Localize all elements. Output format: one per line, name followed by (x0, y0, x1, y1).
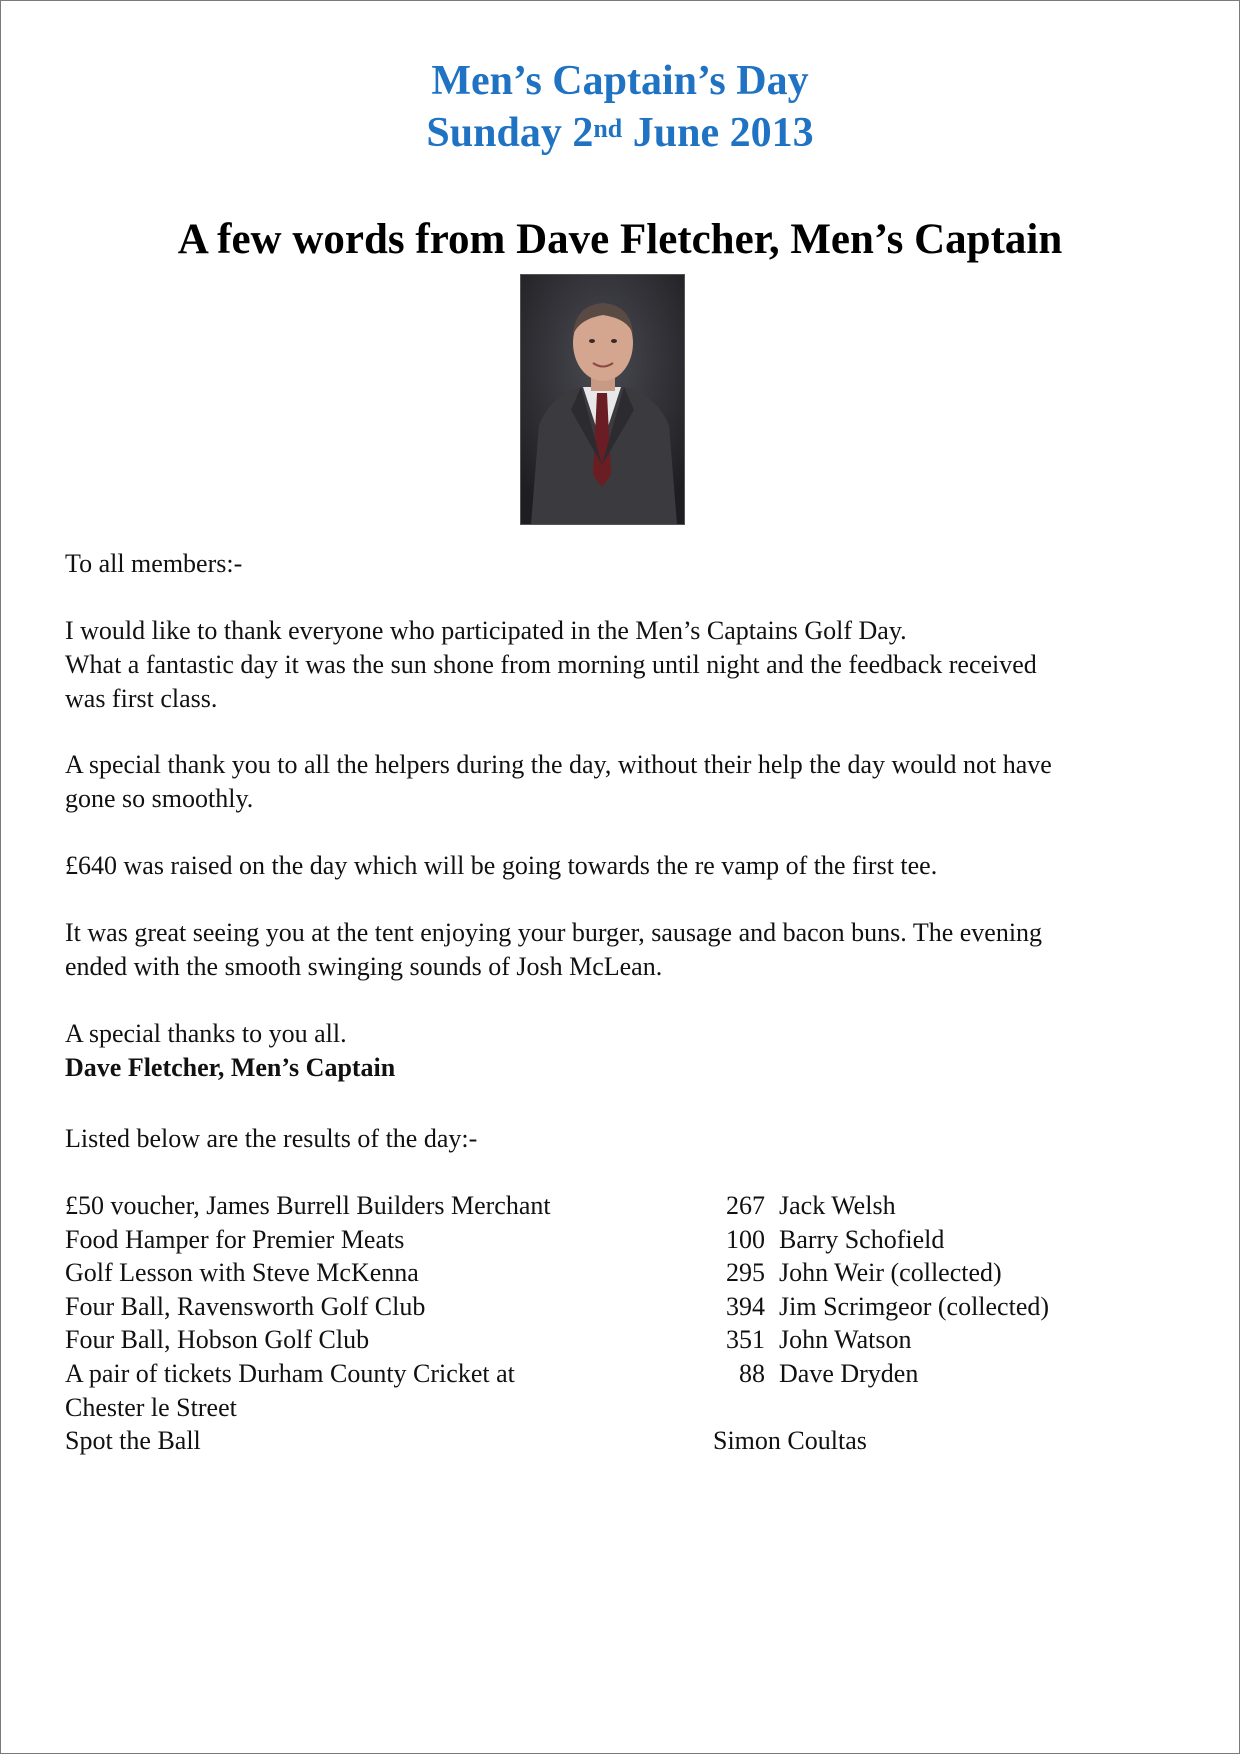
page-heading: A few words from Dave Fletcher, Men’s Captain (177, 216, 1063, 263)
result-ticket-number: 267 (726, 1191, 765, 1220)
paragraph-raised: £640 was raised on the day which will be going towards the re vamp of the first tee. (65, 851, 938, 880)
result-row (65, 1223, 1185, 1257)
result-row (65, 1290, 1185, 1324)
result-row (65, 1323, 1185, 1357)
event-date-pre: Sunday 2 (426, 110, 594, 156)
result-prize: Food Hamper for Premier Meats (65, 1224, 405, 1254)
paragraph-thanks-line: was first class. (65, 684, 218, 713)
signature: Dave Fletcher, Men’s Captain (65, 1053, 396, 1082)
result-ticket-number: 100 (726, 1224, 765, 1254)
result-winner: John Watson (779, 1325, 912, 1355)
result-row (65, 1391, 1185, 1425)
paragraph-evening (65, 916, 1185, 984)
result-winner: Barry Schofield (779, 1224, 945, 1254)
paragraph-evening-line: ended with the smooth swinging sounds of Josh McLean. (65, 952, 663, 981)
result-ticket-number: 394 (726, 1291, 765, 1321)
result-prize: Four Ball, Ravensworth Golf Club (65, 1291, 426, 1321)
event-date (0, 108, 1240, 158)
result-prize: Four Ball, Hobson Golf Club (65, 1325, 370, 1355)
result-row (65, 1256, 1185, 1290)
event-title: Men’s Captain’s Day (431, 58, 809, 104)
paragraph-evening-line: It was great seeing you at the tent enjoying your burger, sausage and bacon buns. The evening (65, 918, 1043, 947)
results-list (65, 1189, 1185, 1458)
result-winner: Dave Dryden (779, 1358, 919, 1388)
paragraph-helpers-line: gone so smoothly. (65, 784, 254, 813)
paragraph-thanks-line: I would like to thank everyone who participated in the Men’s Captains Golf Day. (65, 616, 907, 645)
result-winner: Jim Scrimgeor (collected) (779, 1291, 1050, 1321)
result-ticket-number: 295 (726, 1258, 765, 1288)
result-ticket-number: 88 (739, 1358, 765, 1388)
result-prize: Spot the Ball (65, 1426, 201, 1456)
captain-photo (520, 274, 685, 525)
paragraph-thanks (65, 614, 1185, 716)
event-date-post: June 2013 (622, 110, 814, 156)
result-ticket-number: 351 (726, 1325, 765, 1355)
result-prize: A pair of tickets Durham County Cricket at (65, 1358, 515, 1388)
closing-line: A special thanks to you all. (65, 1019, 347, 1048)
result-prize: £50 voucher, James Burrell Builders Merchant (65, 1191, 551, 1220)
result-winner: Jack Welsh (779, 1191, 896, 1220)
closing-block (65, 1017, 1185, 1085)
greeting: To all members:- (65, 549, 243, 578)
event-date-ordinal: nd (593, 114, 623, 143)
result-row (65, 1189, 1185, 1223)
result-prize: Chester le Street (65, 1392, 237, 1422)
paragraph-thanks-line: What a fantastic day it was the sun shone from morning until night and the feedback received (65, 650, 1037, 679)
result-winner: John Weir (collected) (779, 1258, 1002, 1288)
paragraph-helpers-line: A special thank you to all the helpers during the day, without their help the day would not have (65, 750, 1052, 779)
result-row (65, 1424, 1185, 1458)
result-row (65, 1357, 1185, 1391)
result-winner: Simon Coultas (713, 1426, 867, 1456)
paragraph-helpers (65, 748, 1185, 816)
result-prize: Golf Lesson with Steve McKenna (65, 1258, 419, 1288)
results-intro: Listed below are the results of the day:- (65, 1124, 478, 1153)
